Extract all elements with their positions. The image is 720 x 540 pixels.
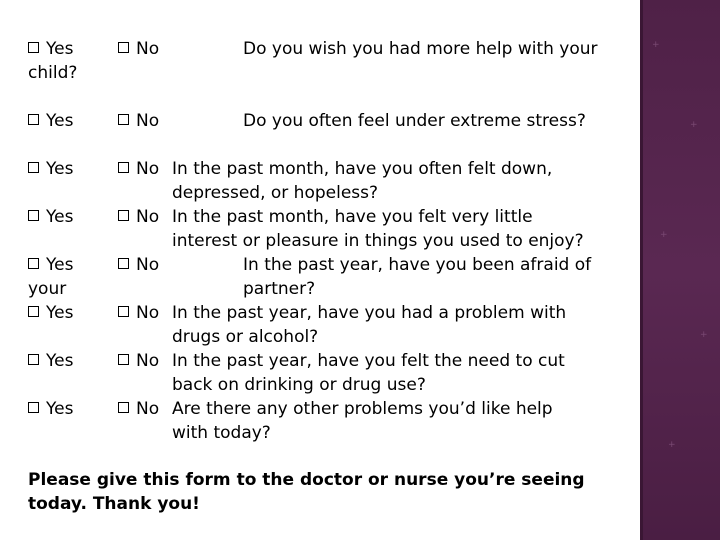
no-option-2[interactable]: No [118, 109, 159, 133]
question-2: Do you often feel under extreme stress? [243, 111, 586, 131]
side-band-edge [640, 0, 643, 540]
question-4-line-1: In the past month, have you felt very little [172, 207, 533, 227]
question-3-line-2: depressed, or hopeless? [172, 183, 379, 203]
question-5-line-2: partner? [243, 279, 316, 299]
no-option-4[interactable]: No [118, 205, 159, 229]
checkbox-icon[interactable] [118, 354, 129, 365]
checkbox-icon[interactable] [28, 114, 39, 125]
yes-option-5[interactable]: Yes [28, 253, 73, 277]
question-1-line-1: Do you wish you had more help with your [243, 39, 598, 59]
checkbox-icon[interactable] [28, 258, 39, 269]
question-8-line-2: with today? [172, 423, 271, 443]
question-6-line-2: drugs or alcohol? [172, 327, 319, 347]
decorative-side-band [640, 0, 720, 540]
no-option-1[interactable]: No [118, 37, 159, 61]
yes-option-2[interactable]: Yes [28, 109, 73, 133]
yes-option-3[interactable]: Yes [28, 157, 73, 181]
question-4-line-2: interest or pleasure in things you used to enjoy? [172, 231, 584, 251]
yes-option-8[interactable]: Yes [28, 397, 73, 421]
checkbox-icon[interactable] [28, 354, 39, 365]
checkbox-icon[interactable] [118, 162, 129, 173]
checkbox-icon[interactable] [118, 258, 129, 269]
question-6-line-1: In the past year, have you had a problem with [172, 303, 567, 323]
checkbox-icon[interactable] [28, 402, 39, 413]
footer-line-2: today. Thank you! [28, 494, 200, 514]
yes-option-4[interactable]: Yes [28, 205, 73, 229]
band-texture-mark: + [668, 440, 676, 450]
band-texture-mark: + [700, 330, 708, 340]
yes-option-1[interactable]: Yes [28, 37, 73, 61]
checkbox-icon[interactable] [118, 402, 129, 413]
band-texture-mark: + [690, 120, 698, 130]
checkbox-icon[interactable] [28, 42, 39, 53]
no-option-6[interactable]: No [118, 301, 159, 325]
checkbox-icon[interactable] [118, 42, 129, 53]
question-7-line-1: In the past year, have you felt the need to cut [172, 351, 565, 371]
question-1-line-2: child? [28, 63, 78, 83]
checkbox-icon[interactable] [28, 210, 39, 221]
question-3-line-1: In the past month, have you often felt down, [172, 159, 553, 179]
checkbox-icon[interactable] [28, 306, 39, 317]
checkbox-icon[interactable] [118, 114, 129, 125]
checkbox-icon[interactable] [118, 306, 129, 317]
band-texture-mark: + [652, 40, 660, 50]
no-option-7[interactable]: No [118, 349, 159, 373]
no-option-5[interactable]: No [118, 253, 159, 277]
yes-option-7[interactable]: Yes [28, 349, 73, 373]
question-8-line-1: Are there any other problems you’d like help [172, 399, 553, 419]
band-texture-mark: + [660, 230, 668, 240]
checkbox-icon[interactable] [28, 162, 39, 173]
no-option-3[interactable]: No [118, 157, 159, 181]
question-5-line-1: In the past year, have you been afraid of [243, 255, 592, 275]
footer-line-1: Please give this form to the doctor or nurse you’re seeing [28, 470, 585, 490]
yes-option-6[interactable]: Yes [28, 301, 73, 325]
checkbox-icon[interactable] [118, 210, 129, 221]
no-option-8[interactable]: No [118, 397, 159, 421]
footer-instruction [28, 468, 585, 516]
question-5-fragment: your [28, 279, 67, 299]
question-7-line-2: back on drinking or drug use? [172, 375, 426, 395]
